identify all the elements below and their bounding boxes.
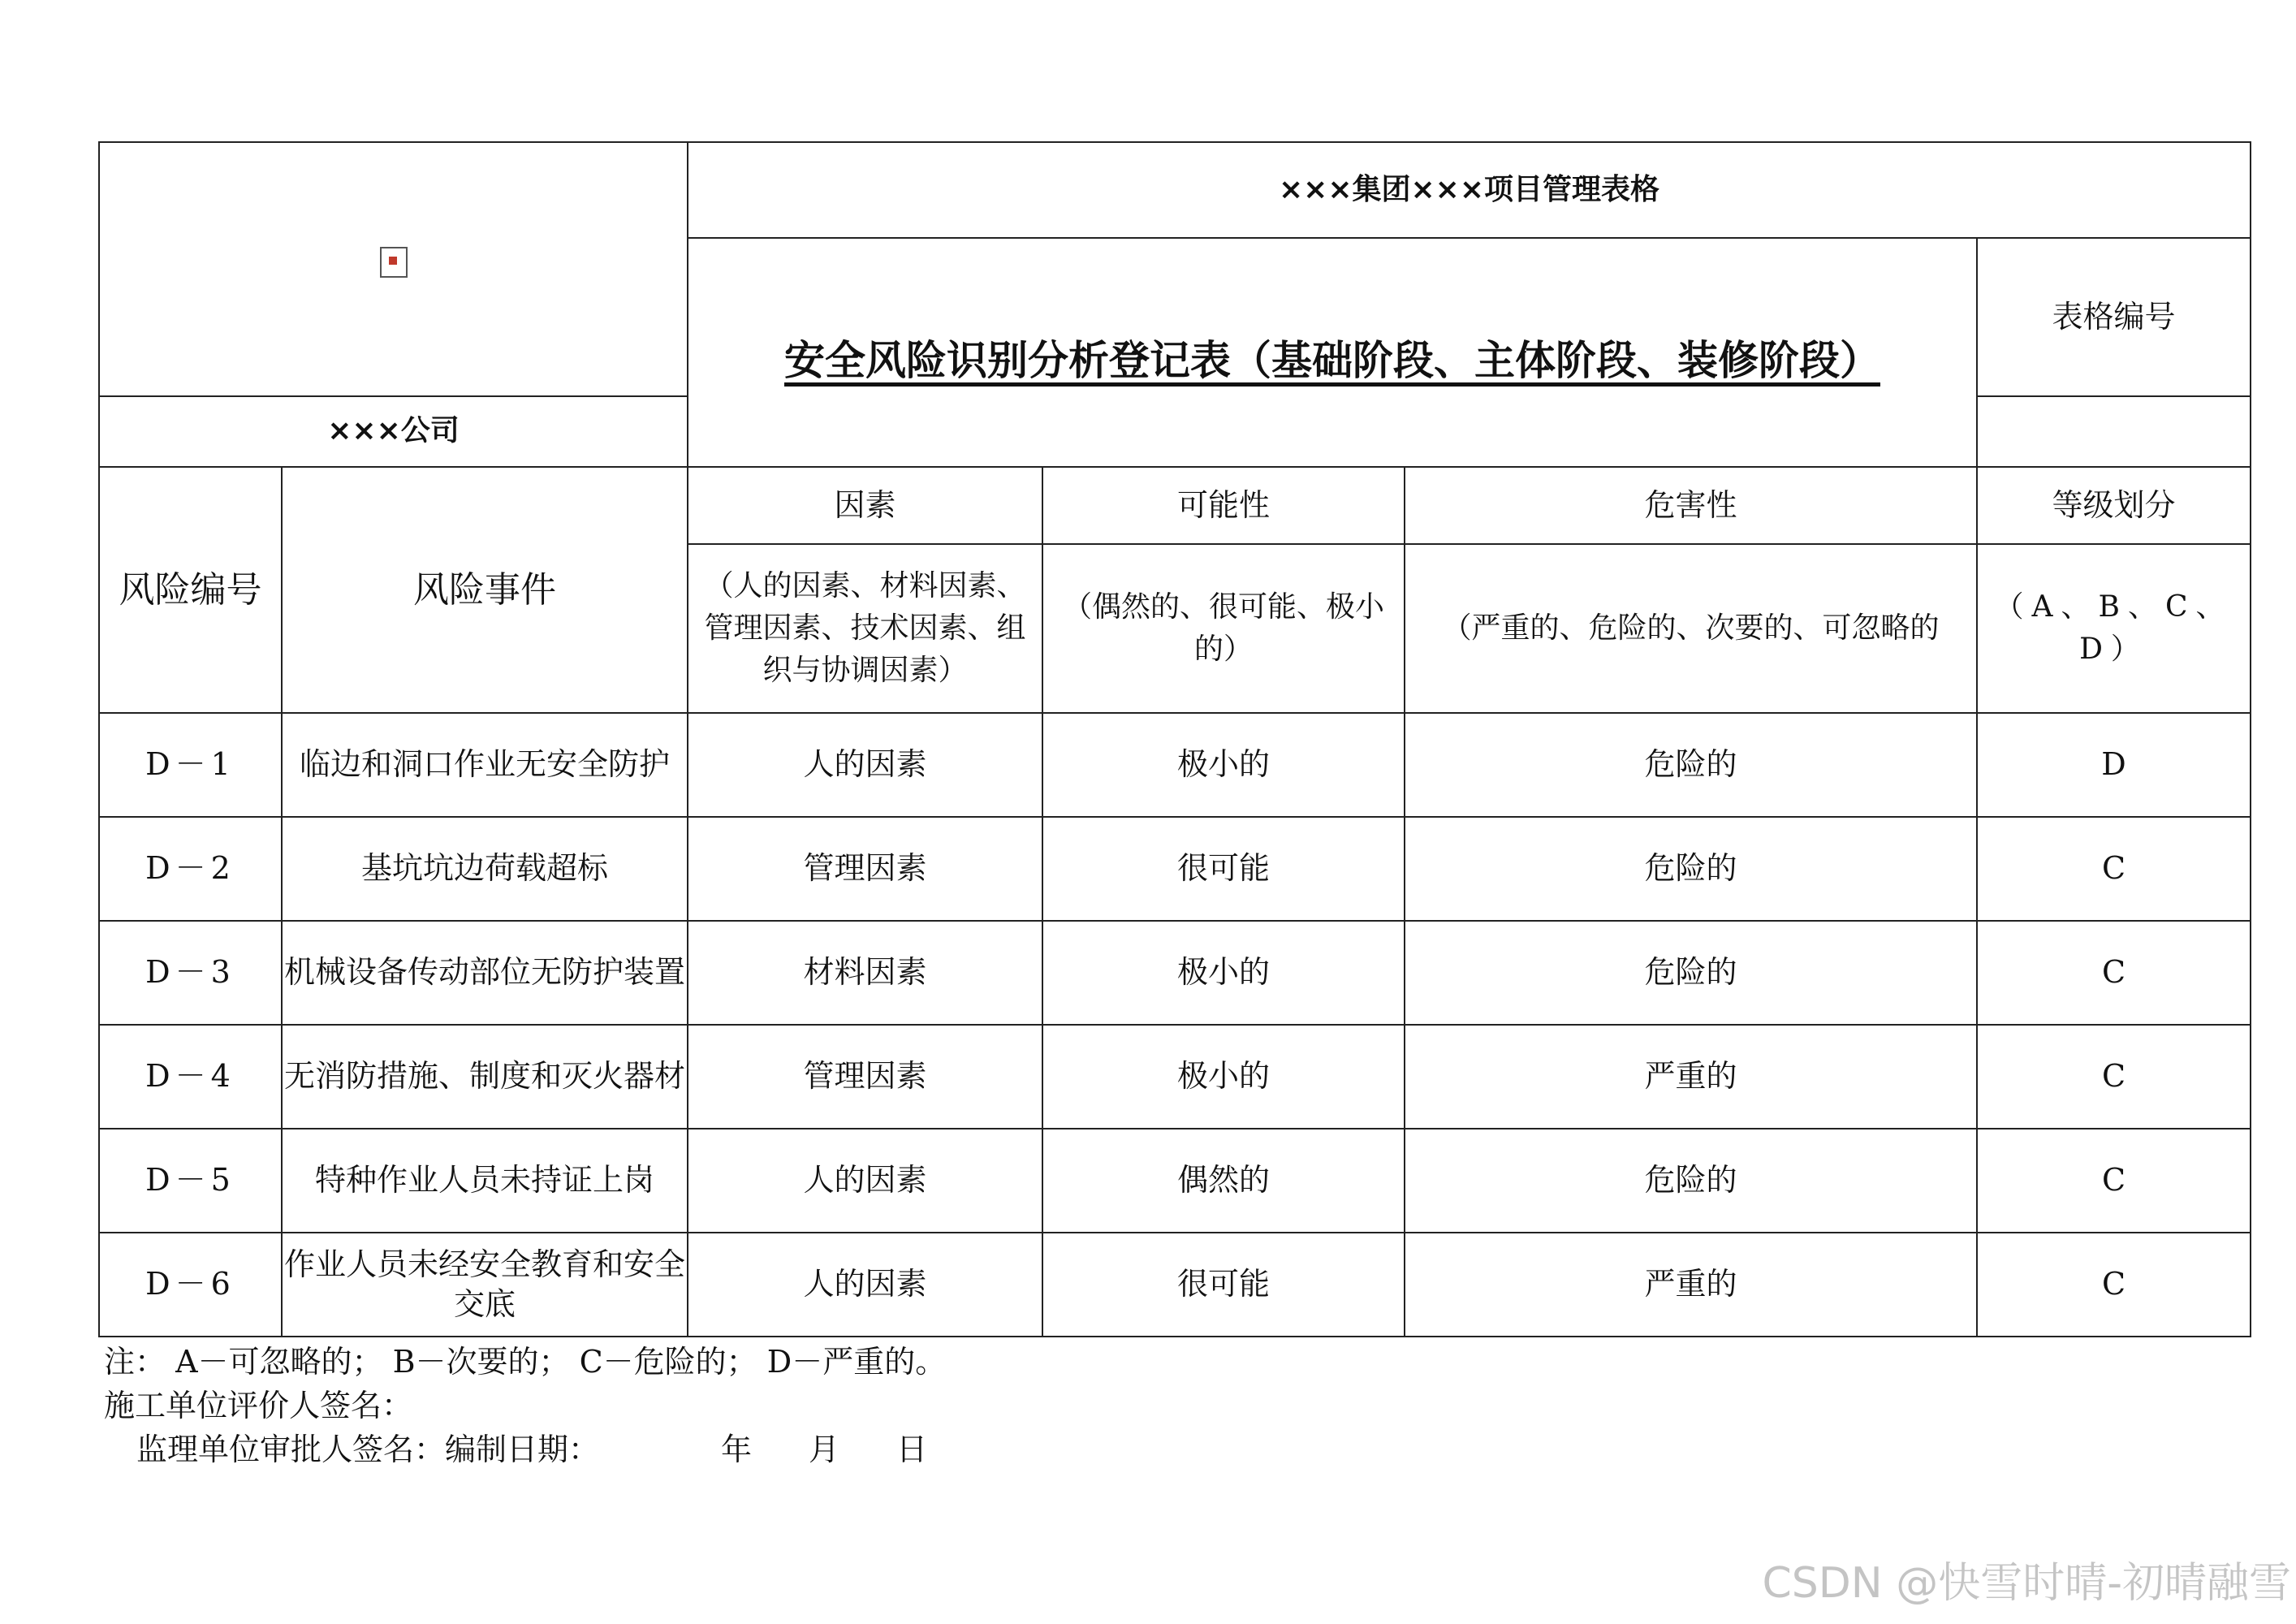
approver-signature-label: 监理单位审批人签名： [136, 1432, 446, 1467]
risk-factor: 人的因素 [688, 1129, 1042, 1233]
risk-event: 机械设备传动部位无防护装置 [282, 921, 688, 1025]
table-row [99, 1129, 2251, 1233]
logo-placeholder-icon [380, 247, 408, 278]
risk-grade: C [1977, 1129, 2251, 1233]
table-row [99, 1025, 2251, 1129]
watermark: CSDN @快雪时晴-初晴融雪 [1762, 1559, 2291, 1608]
risk-grade: C [1977, 817, 2251, 921]
risk-possibility: 极小的 [1042, 921, 1405, 1025]
risk-event: 作业人员未经安全教育和安全交底 [282, 1233, 688, 1337]
risk-factor: 管理因素 [688, 1025, 1042, 1129]
risk-possibility: 偶然的 [1042, 1129, 1405, 1233]
risk-event: 基坑坑边荷载超标 [282, 817, 688, 921]
column-header-factor: 因素 [688, 467, 1042, 544]
risk-id: D－2 [99, 817, 282, 921]
risk-register-table [98, 141, 2251, 1337]
company-name: ×××公司 [99, 396, 688, 467]
grade-options: （A、B、C、D） [1977, 544, 2251, 713]
risk-grade: C [1977, 1025, 2251, 1129]
risk-hazard: 危险的 [1405, 713, 1977, 817]
column-header-grade: 等级划分 [1977, 467, 2251, 544]
risk-event: 临边和洞口作业无安全防护 [282, 713, 688, 817]
risk-grade: D [1977, 713, 2251, 817]
risk-factor: 人的因素 [688, 1233, 1042, 1337]
risk-grade: C [1977, 1233, 2251, 1337]
evaluator-signature-label: 施工单位评价人签名： [104, 1388, 413, 1423]
risk-id: D－4 [99, 1025, 282, 1129]
logo-cell [99, 142, 688, 396]
date-day: 日 [896, 1432, 928, 1467]
hazard-options: （严重的、危险的、次要的、可忽略的 [1405, 544, 1977, 713]
grade-legend: 注： A－可忽略的； B－次要的； C－危险的； D－严重的。 [104, 1344, 947, 1380]
factor-options: （人的因素、材料因素、管理因素、技术因素、组织与协调因素） [688, 544, 1042, 713]
risk-hazard: 危险的 [1405, 921, 1977, 1025]
group-title: ×××集团×××项目管理表格 [688, 142, 2251, 238]
risk-possibility: 很可能 [1042, 817, 1405, 921]
date-year: 年 [721, 1432, 753, 1467]
table-row [99, 1233, 2251, 1337]
table-row [99, 817, 2251, 921]
table-row [99, 921, 2251, 1025]
date-month: 月 [809, 1432, 840, 1467]
risk-factor: 材料因素 [688, 921, 1042, 1025]
column-header-possibility: 可能性 [1042, 467, 1405, 544]
risk-grade: C [1977, 921, 2251, 1025]
possibility-options: （偶然的、很可能、极小的） [1042, 544, 1405, 713]
risk-id: D－1 [99, 713, 282, 817]
risk-hazard: 危险的 [1405, 817, 1977, 921]
risk-register-form [98, 141, 2251, 1337]
form-title: 安全风险识别分析登记表（基础阶段、主体阶段、装修阶段） [688, 238, 1977, 467]
risk-id: D－6 [99, 1233, 282, 1337]
risk-event: 特种作业人员未持证上岗 [282, 1129, 688, 1233]
approver-line [104, 1427, 946, 1471]
risk-hazard: 危险的 [1405, 1129, 1977, 1233]
footer-notes [104, 1340, 946, 1471]
risk-id: D－3 [99, 921, 282, 1025]
risk-factor: 管理因素 [688, 817, 1042, 921]
date-label: 编制日期： [445, 1432, 600, 1467]
risk-id: D－5 [99, 1129, 282, 1233]
risk-possibility: 极小的 [1042, 1025, 1405, 1129]
table-row [99, 713, 2251, 817]
risk-hazard: 严重的 [1405, 1233, 1977, 1337]
column-header-hazard: 危害性 [1405, 467, 1977, 544]
risk-possibility: 极小的 [1042, 713, 1405, 817]
form-number-label: 表格编号 [1977, 238, 2251, 396]
risk-event: 无消防措施、制度和灭火器材 [282, 1025, 688, 1129]
column-header-risk-event: 风险事件 [282, 467, 688, 713]
risk-factor: 人的因素 [688, 713, 1042, 817]
risk-possibility: 很可能 [1042, 1233, 1405, 1337]
form-number-value [1977, 396, 2251, 467]
column-header-risk-id: 风险编号 [99, 467, 282, 713]
risk-hazard: 严重的 [1405, 1025, 1977, 1129]
